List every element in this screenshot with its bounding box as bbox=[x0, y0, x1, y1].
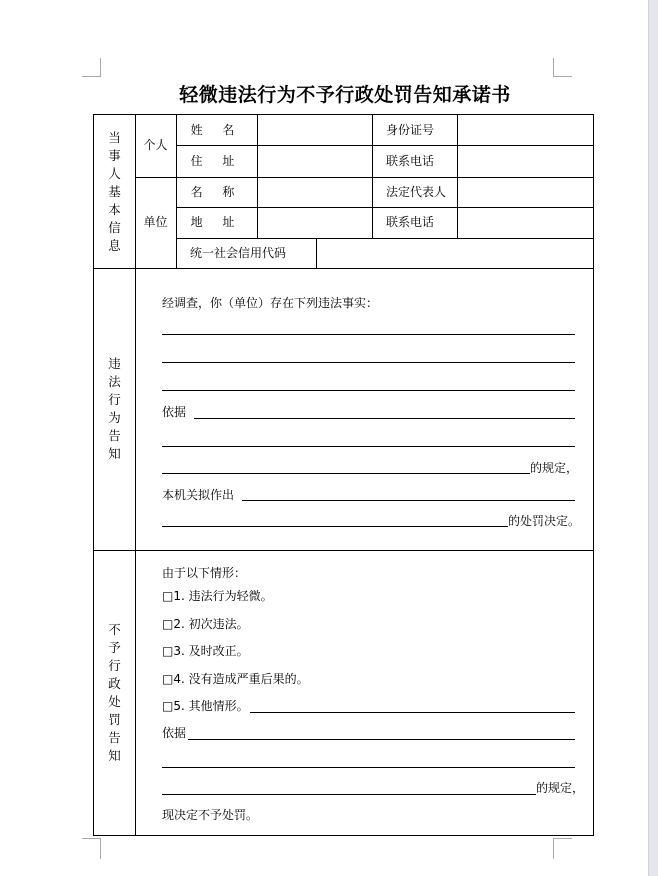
exemption-option-2[interactable]: □2. 初次违法。 bbox=[162, 617, 249, 631]
fill-line bbox=[162, 362, 575, 363]
fill-line bbox=[162, 334, 575, 335]
residence-label: 住 址 bbox=[190, 154, 243, 168]
vertical-label-char: 法 bbox=[108, 374, 121, 389]
vertical-label-char: 事 bbox=[108, 147, 121, 163]
fill-line bbox=[162, 767, 575, 768]
vertical-scrollbar[interactable] bbox=[648, 0, 658, 876]
exemption-option-5[interactable]: □5. 其他情形。 bbox=[162, 699, 249, 713]
unit-address-label: 地 址 bbox=[190, 215, 243, 229]
exemption-basis-suffix: 的规定， bbox=[536, 781, 585, 795]
vertical-label-char: 告 bbox=[108, 428, 121, 443]
crop-mark-top-left bbox=[82, 58, 101, 77]
unit-phone-label: 联系电话 bbox=[386, 215, 435, 229]
vertical-label-char: 告 bbox=[108, 729, 121, 745]
fill-line bbox=[162, 473, 530, 474]
document-title: 轻微违法行为不予行政处罚告知承诺书 bbox=[179, 84, 511, 106]
fill-line bbox=[162, 526, 508, 527]
individual-phone-label: 联系电话 bbox=[386, 154, 435, 168]
crop-mark-bottom-left bbox=[82, 838, 101, 859]
fill-line bbox=[162, 794, 536, 795]
exemption-section-label bbox=[94, 550, 135, 835]
vertical-label-char: 处 bbox=[108, 693, 121, 709]
vertical-label-char: 人 bbox=[108, 165, 121, 181]
decision-prefix: 本机关拟作出 bbox=[162, 488, 235, 502]
vertical-label-char: 罚 bbox=[108, 711, 121, 727]
unit-label: 单位 bbox=[143, 215, 168, 229]
vertical-label-char: 息 bbox=[108, 237, 121, 253]
section-divider bbox=[94, 550, 593, 551]
name-label: 姓 名 bbox=[190, 123, 243, 137]
col-divider bbox=[257, 115, 258, 238]
vertical-label-char: 知 bbox=[108, 446, 121, 461]
fill-line bbox=[162, 446, 575, 447]
id-number-label: 身份证号 bbox=[386, 123, 435, 137]
crop-mark-bottom-right bbox=[553, 838, 572, 859]
vertical-label-char: 为 bbox=[108, 410, 121, 425]
vertical-label-char: 政 bbox=[108, 675, 121, 691]
fill-line bbox=[162, 390, 575, 391]
vertical-label-char: 违 bbox=[108, 356, 121, 371]
violation-intro: 经调查，你（单位）存在下列违法事实： bbox=[162, 296, 379, 310]
col-divider bbox=[316, 238, 317, 268]
fill-line bbox=[188, 739, 575, 740]
exemption-basis-prefix: 依据 bbox=[162, 726, 187, 740]
violation-section-label bbox=[94, 268, 135, 550]
vertical-label-char: 当 bbox=[108, 129, 121, 145]
col-divider bbox=[372, 115, 373, 238]
exemption-option-4[interactable]: □4. 没有造成严重后果的。 bbox=[162, 672, 309, 686]
section-divider bbox=[94, 268, 593, 269]
exemption-option-1[interactable]: □1. 违法行为轻微。 bbox=[162, 589, 273, 603]
individual-label: 个人 bbox=[143, 138, 168, 152]
fill-line bbox=[194, 418, 575, 419]
decision-suffix: 的处罚决定。 bbox=[508, 514, 581, 528]
vertical-label-char: 予 bbox=[108, 639, 121, 655]
vertical-label-char: 知 bbox=[108, 747, 121, 763]
violation-basis-suffix: 的规定， bbox=[530, 461, 579, 475]
credit-code-label: 统一社会信用代码 bbox=[190, 246, 287, 260]
vertical-label-char: 行 bbox=[108, 657, 121, 673]
exemption-option-3[interactable]: □3. 及时改正。 bbox=[162, 644, 249, 658]
row-divider bbox=[176, 238, 593, 239]
fill-line bbox=[242, 500, 575, 501]
fill-line bbox=[250, 712, 575, 713]
unit-name-label: 名 称 bbox=[190, 185, 243, 199]
vertical-label-char: 不 bbox=[108, 621, 121, 637]
crop-mark-top-right bbox=[553, 58, 572, 77]
exemption-conclusion: 现决定不予处罚。 bbox=[162, 808, 259, 822]
row-divider bbox=[176, 207, 593, 208]
notice-form-table bbox=[93, 114, 594, 836]
exemption-intro: 由于以下情形： bbox=[162, 566, 247, 580]
col-divider bbox=[457, 115, 458, 238]
legal-rep-label: 法定代表人 bbox=[386, 185, 447, 199]
party-section-label bbox=[94, 115, 135, 268]
violation-basis-prefix: 依据 bbox=[162, 405, 187, 419]
vertical-label-char: 信 bbox=[108, 219, 121, 235]
vertical-label-char: 基 bbox=[108, 183, 121, 199]
vertical-label-char: 行 bbox=[108, 392, 121, 407]
vertical-label-char: 本 bbox=[108, 201, 121, 217]
row-divider bbox=[135, 177, 593, 178]
row-divider bbox=[176, 145, 593, 146]
